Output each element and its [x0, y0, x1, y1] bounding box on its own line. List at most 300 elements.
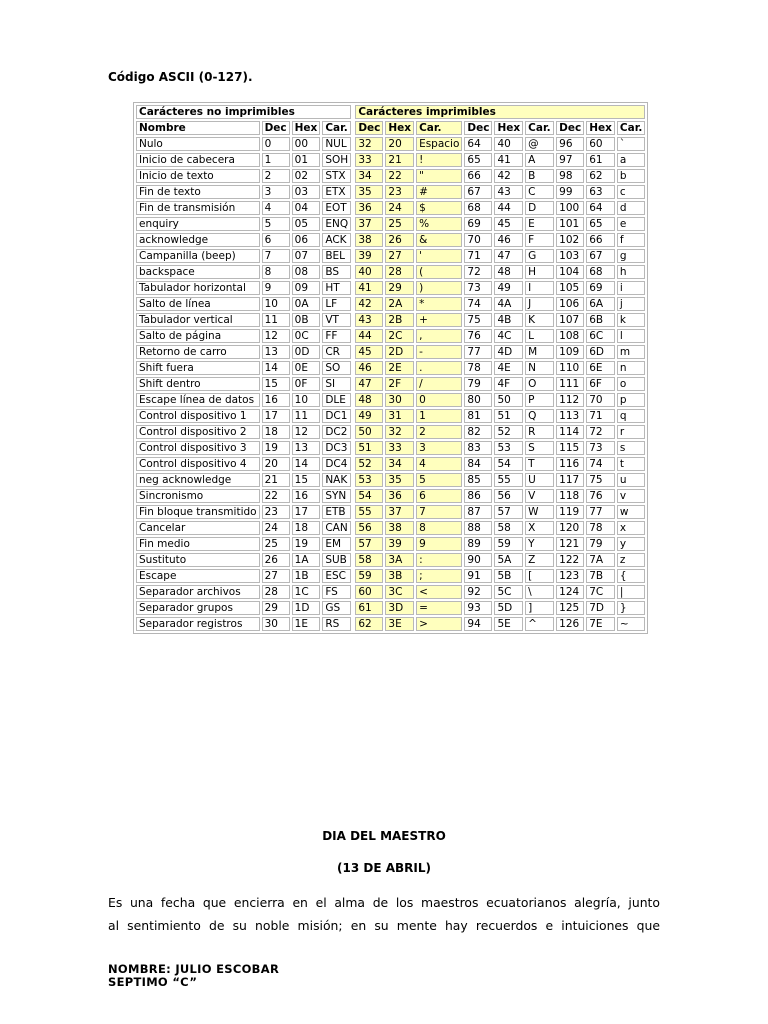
table-cell: ` — [617, 137, 645, 151]
table-row — [136, 185, 645, 199]
table-cell: 19 — [292, 537, 321, 551]
table-cell: 2 — [416, 425, 462, 439]
paragraph-line: al sentimiento de su noble misión; en su mente hay recuerdos e intuiciones que — [108, 918, 660, 933]
table-cell: 16 — [292, 489, 321, 503]
table-cell: q — [617, 409, 645, 423]
table-row — [136, 377, 645, 391]
table-cell: 21 — [262, 473, 290, 487]
table-cell: 73 — [586, 441, 615, 455]
table-cell: 27 — [385, 249, 414, 263]
table-cell: 76 — [464, 329, 492, 343]
table-cell: y — [617, 537, 645, 551]
table-cell: Escape línea de datos — [136, 393, 260, 407]
table-cell: 37 — [385, 505, 414, 519]
table-cell: 45 — [494, 217, 523, 231]
table-cell: L — [525, 329, 554, 343]
table-cell: 0E — [292, 361, 321, 375]
table-row — [136, 409, 645, 423]
table-cell: 48 — [355, 393, 383, 407]
table-cell: ETX — [322, 185, 351, 199]
table-cell: 109 — [556, 345, 584, 359]
table-cell: 94 — [464, 617, 492, 631]
table-cell: EM — [322, 537, 351, 551]
table-cell: Shift fuera — [136, 361, 260, 375]
table-cell: 1D — [292, 601, 321, 615]
table-row — [136, 313, 645, 327]
table-cell: 99 — [556, 185, 584, 199]
table-cell: DC1 — [322, 409, 351, 423]
table-row — [136, 249, 645, 263]
table-cell: 7 — [262, 249, 290, 263]
table-cell: 115 — [556, 441, 584, 455]
table-cell: 28 — [262, 585, 290, 599]
table-cell: 57 — [494, 505, 523, 519]
table-cell: ! — [416, 153, 462, 167]
table-cell: 110 — [556, 361, 584, 375]
section-title: DIA DEL MAESTRO — [322, 829, 446, 843]
table-cell: ( — [416, 265, 462, 279]
table-cell: 28 — [385, 265, 414, 279]
table-cell: F — [525, 233, 554, 247]
table-cell: 18 — [262, 425, 290, 439]
table-cell: 2E — [385, 361, 414, 375]
table-cell: G — [525, 249, 554, 263]
table-cell: 10 — [292, 393, 321, 407]
table-cell: Control dispositivo 2 — [136, 425, 260, 439]
table-cell: 8 — [416, 521, 462, 535]
table-cell: 21 — [385, 153, 414, 167]
table-row — [136, 457, 645, 471]
table-cell: 44 — [355, 329, 383, 343]
table-cell: 22 — [262, 489, 290, 503]
table-cell: @ — [525, 137, 554, 151]
table-cell: [ — [525, 569, 554, 583]
table-cell: Inicio de cabecera — [136, 153, 260, 167]
table-cell: 62 — [355, 617, 383, 631]
table-cell: 85 — [464, 473, 492, 487]
table-cell: 18 — [292, 521, 321, 535]
table-cell: 2C — [385, 329, 414, 343]
table-cell: 120 — [556, 521, 584, 535]
group-header-printable: Carácteres imprimibles — [355, 105, 645, 119]
column-header: Hex — [292, 121, 321, 135]
table-cell: DC4 — [322, 457, 351, 471]
table-cell: 8 — [262, 265, 290, 279]
table-cell: 60 — [355, 585, 383, 599]
table-cell: HT — [322, 281, 351, 295]
table-cell: 111 — [556, 377, 584, 391]
table-cell: 76 — [586, 489, 615, 503]
table-row — [136, 137, 645, 151]
table-cell: 65 — [586, 217, 615, 231]
table-cell: 52 — [355, 457, 383, 471]
table-cell: - — [416, 345, 462, 359]
table-row — [136, 329, 645, 343]
table-cell: 6 — [262, 233, 290, 247]
table-cell: Separador archivos — [136, 585, 260, 599]
table-cell: 5B — [494, 569, 523, 583]
table-row — [136, 169, 645, 183]
table-cell: 102 — [556, 233, 584, 247]
table-cell: 0F — [292, 377, 321, 391]
table-cell: 108 — [556, 329, 584, 343]
table-cell: E — [525, 217, 554, 231]
table-cell: Sincronismo — [136, 489, 260, 503]
table-cell: d — [617, 201, 645, 215]
table-cell: 125 — [556, 601, 584, 615]
table-cell: 41 — [355, 281, 383, 295]
table-cell: s — [617, 441, 645, 455]
table-cell: 79 — [586, 537, 615, 551]
table-cell: M — [525, 345, 554, 359]
table-cell: 74 — [586, 457, 615, 471]
table-cell: 40 — [355, 265, 383, 279]
table-cell: ESC — [322, 569, 351, 583]
table-cell: 50 — [355, 425, 383, 439]
table-cell: Inicio de texto — [136, 169, 260, 183]
table-cell: FS — [322, 585, 351, 599]
table-cell: 27 — [262, 569, 290, 583]
table-cell: I — [525, 281, 554, 295]
table-row — [136, 521, 645, 535]
column-header: Car. — [617, 121, 645, 135]
table-cell: 65 — [464, 153, 492, 167]
table-cell: 7D — [586, 601, 615, 615]
table-cell: Q — [525, 409, 554, 423]
table-cell: 04 — [292, 201, 321, 215]
table-cell: Retorno de carro — [136, 345, 260, 359]
table-cell: 81 — [464, 409, 492, 423]
table-cell: 7E — [586, 617, 615, 631]
table-cell: ENQ — [322, 217, 351, 231]
table-cell: 38 — [355, 233, 383, 247]
table-cell: 1E — [292, 617, 321, 631]
table-cell: : — [416, 553, 462, 567]
column-header: Car. — [322, 121, 351, 135]
table-cell: 103 — [556, 249, 584, 263]
table-cell: 77 — [586, 505, 615, 519]
table-row — [136, 217, 645, 231]
table-cell: K — [525, 313, 554, 327]
table-cell: 45 — [355, 345, 383, 359]
table-cell: VT — [322, 313, 351, 327]
table-cell: 0C — [292, 329, 321, 343]
table-cell: 9 — [262, 281, 290, 295]
table-cell: 117 — [556, 473, 584, 487]
table-cell: D — [525, 201, 554, 215]
table-row — [136, 153, 645, 167]
table-cell: 78 — [464, 361, 492, 375]
table-cell: 34 — [385, 457, 414, 471]
table-cell: 25 — [385, 217, 414, 231]
table-row — [136, 361, 645, 375]
table-row — [136, 345, 645, 359]
table-cell: ) — [416, 281, 462, 295]
table-cell: 07 — [292, 249, 321, 263]
table-cell: 6 — [416, 489, 462, 503]
table-cell: u — [617, 473, 645, 487]
table-cell: m — [617, 345, 645, 359]
table-cell: 71 — [586, 409, 615, 423]
table-cell: DLE — [322, 393, 351, 407]
table-cell: 14 — [292, 457, 321, 471]
table-cell: 67 — [464, 185, 492, 199]
column-header: Car. — [525, 121, 554, 135]
table-cell: 74 — [464, 297, 492, 311]
table-cell: 3E — [385, 617, 414, 631]
table-cell: 0 — [262, 137, 290, 151]
section-date: (13 DE ABRIL) — [337, 861, 431, 875]
table-cell: 68 — [464, 201, 492, 215]
table-cell: a — [617, 153, 645, 167]
table-cell: 42 — [355, 297, 383, 311]
table-cell: U — [525, 473, 554, 487]
table-cell: \ — [525, 585, 554, 599]
table-cell: x — [617, 521, 645, 535]
table-cell: 05 — [292, 217, 321, 231]
table-cell: v — [617, 489, 645, 503]
table-cell: 79 — [464, 377, 492, 391]
paragraph-line: Es una fecha que encierra en el alma de los maestros ecuatorianos alegría, junto — [108, 895, 660, 910]
table-cell: 35 — [355, 185, 383, 199]
table-cell: > — [416, 617, 462, 631]
table-cell: 92 — [464, 585, 492, 599]
ascii-table — [133, 102, 648, 634]
table-cell: 4B — [494, 313, 523, 327]
table-cell: 123 — [556, 569, 584, 583]
table-cell: 32 — [355, 137, 383, 151]
table-cell: 4F — [494, 377, 523, 391]
table-cell: 47 — [494, 249, 523, 263]
table-cell: r — [617, 425, 645, 439]
table-cell: 23 — [385, 185, 414, 199]
table-cell: 2 — [262, 169, 290, 183]
table-cell: 7C — [586, 585, 615, 599]
table-row — [136, 569, 645, 583]
table-cell: 6B — [586, 313, 615, 327]
table-cell: 33 — [355, 153, 383, 167]
table-cell: 78 — [586, 521, 615, 535]
table-cell: 116 — [556, 457, 584, 471]
table-cell: 67 — [586, 249, 615, 263]
table-cell: 5 — [262, 217, 290, 231]
table-cell: } — [617, 601, 645, 615]
table-cell: 71 — [464, 249, 492, 263]
table-cell: P — [525, 393, 554, 407]
table-cell: 17 — [292, 505, 321, 519]
table-cell: DC2 — [322, 425, 351, 439]
table-cell: 112 — [556, 393, 584, 407]
table-cell: " — [416, 169, 462, 183]
table-cell: W — [525, 505, 554, 519]
table-cell: Control dispositivo 1 — [136, 409, 260, 423]
table-cell: 53 — [355, 473, 383, 487]
table-cell: 36 — [385, 489, 414, 503]
table-cell: ^ — [525, 617, 554, 631]
table-group-row — [136, 105, 645, 119]
table-cell: 40 — [494, 137, 523, 151]
column-header: Nombre — [136, 121, 260, 135]
table-cell: 5E — [494, 617, 523, 631]
table-cell: 46 — [355, 361, 383, 375]
table-cell: X — [525, 521, 554, 535]
table-cell: 01 — [292, 153, 321, 167]
table-cell: 26 — [262, 553, 290, 567]
table-cell: 6A — [586, 297, 615, 311]
table-cell: Tabulador horizontal — [136, 281, 260, 295]
table-cell: 58 — [494, 521, 523, 535]
table-cell: ACK — [322, 233, 351, 247]
table-cell: 4 — [416, 457, 462, 471]
table-cell: 87 — [464, 505, 492, 519]
table-cell: 02 — [292, 169, 321, 183]
table-cell: B — [525, 169, 554, 183]
table-cell: 6C — [586, 329, 615, 343]
table-cell: 119 — [556, 505, 584, 519]
table-cell: 44 — [494, 201, 523, 215]
table-cell: GS — [322, 601, 351, 615]
table-cell: 63 — [586, 185, 615, 199]
table-cell: 56 — [494, 489, 523, 503]
table-cell: 0D — [292, 345, 321, 359]
table-cell: 3D — [385, 601, 414, 615]
table-cell: 80 — [464, 393, 492, 407]
footer-name: NOMBRE: JULIO ESCOBAR — [108, 962, 280, 976]
table-cell: 98 — [556, 169, 584, 183]
table-cell: 66 — [464, 169, 492, 183]
table-cell: 101 — [556, 217, 584, 231]
table-cell: STX — [322, 169, 351, 183]
table-cell: 38 — [385, 521, 414, 535]
table-cell: 15 — [292, 473, 321, 487]
table-row — [136, 505, 645, 519]
table-cell: Control dispositivo 4 — [136, 457, 260, 471]
table-cell: 08 — [292, 265, 321, 279]
table-cell: 75 — [464, 313, 492, 327]
table-cell: NUL — [322, 137, 351, 151]
table-cell: 11 — [262, 313, 290, 327]
table-cell: o — [617, 377, 645, 391]
table-cell: 59 — [355, 569, 383, 583]
table-cell: 1C — [292, 585, 321, 599]
table-cell: 59 — [494, 537, 523, 551]
table-cell: 58 — [355, 553, 383, 567]
table-cell: 17 — [262, 409, 290, 423]
table-row — [136, 537, 645, 551]
table-cell: NAK — [322, 473, 351, 487]
column-header: Car. — [416, 121, 462, 135]
table-row — [136, 441, 645, 455]
table-cell: 9 — [416, 537, 462, 551]
table-cell: 15 — [262, 377, 290, 391]
group-header-nonprintable: Carácteres no imprimibles — [136, 105, 351, 119]
table-cell: 121 — [556, 537, 584, 551]
table-cell: c — [617, 185, 645, 199]
table-cell: ] — [525, 601, 554, 615]
table-cell: 64 — [586, 201, 615, 215]
table-cell: Espacio — [416, 137, 462, 151]
table-cell: 36 — [355, 201, 383, 215]
table-cell: 2F — [385, 377, 414, 391]
table-cell: 122 — [556, 553, 584, 567]
table-cell: * — [416, 297, 462, 311]
table-cell: 7A — [586, 553, 615, 567]
table-cell: 26 — [385, 233, 414, 247]
table-cell: 34 — [355, 169, 383, 183]
table-cell: 69 — [586, 281, 615, 295]
table-row — [136, 233, 645, 247]
column-header: Hex — [385, 121, 414, 135]
table-row — [136, 553, 645, 567]
table-cell: 124 — [556, 585, 584, 599]
table-cell: e — [617, 217, 645, 231]
table-cell: Separador grupos — [136, 601, 260, 615]
table-cell: 96 — [556, 137, 584, 151]
table-cell: 90 — [464, 553, 492, 567]
table-cell: 97 — [556, 153, 584, 167]
table-cell: 39 — [385, 537, 414, 551]
table-row — [136, 393, 645, 407]
table-cell: 49 — [494, 281, 523, 295]
table-cell: 20 — [262, 457, 290, 471]
table-cell: 57 — [355, 537, 383, 551]
table-cell: 10 — [262, 297, 290, 311]
table-cell: ~ — [617, 617, 645, 631]
table-cell: RS — [322, 617, 351, 631]
table-row — [136, 201, 645, 215]
table-cell: C — [525, 185, 554, 199]
table-cell: 105 — [556, 281, 584, 295]
table-row — [136, 489, 645, 503]
table-row — [136, 601, 645, 615]
table-cell: 100 — [556, 201, 584, 215]
table-cell: neg acknowledge — [136, 473, 260, 487]
table-cell: 54 — [494, 457, 523, 471]
table-cell: b — [617, 169, 645, 183]
table-cell: 70 — [464, 233, 492, 247]
table-cell: 3B — [385, 569, 414, 583]
table-cell: enquiry — [136, 217, 260, 231]
table-cell: 47 — [355, 377, 383, 391]
table-cell: 54 — [355, 489, 383, 503]
table-cell: 16 — [262, 393, 290, 407]
table-cell: 35 — [385, 473, 414, 487]
table-cell: Y — [525, 537, 554, 551]
table-cell: Nulo — [136, 137, 260, 151]
table-cell: 68 — [586, 265, 615, 279]
table-cell: 4D — [494, 345, 523, 359]
table-cell: 4C — [494, 329, 523, 343]
table-cell: 53 — [494, 441, 523, 455]
table-cell: CR — [322, 345, 351, 359]
table-cell: 00 — [292, 137, 321, 151]
table-cell: 1 — [416, 409, 462, 423]
table-cell: , — [416, 329, 462, 343]
table-row — [136, 473, 645, 487]
table-cell: & — [416, 233, 462, 247]
table-cell: { — [617, 569, 645, 583]
footer-grade: SEPTIMO “C” — [108, 975, 198, 989]
table-cell: 55 — [494, 473, 523, 487]
table-cell: Fin medio — [136, 537, 260, 551]
table-cell: ; — [416, 569, 462, 583]
table-cell: g — [617, 249, 645, 263]
table-cell: Z — [525, 553, 554, 567]
table-cell: 70 — [586, 393, 615, 407]
table-cell: 2B — [385, 313, 414, 327]
table-cell: 66 — [586, 233, 615, 247]
table-cell: 24 — [385, 201, 414, 215]
